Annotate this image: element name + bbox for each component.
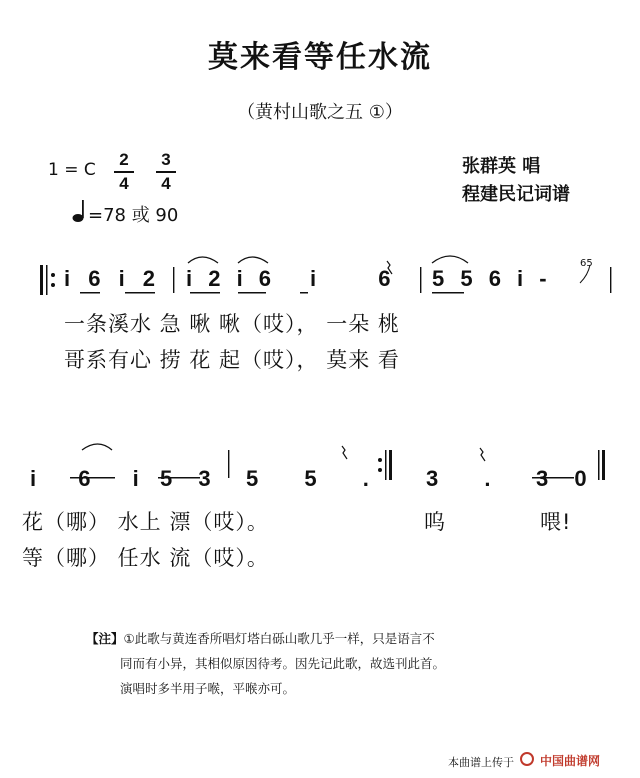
grace-notes: 65 (580, 258, 593, 269)
song-subtitle: （黄村山歌之五 ①） (237, 102, 403, 123)
lyric-verse-1-end: 花（哪） 水上 漂（哎）。 (22, 510, 269, 534)
singer-credit: 张群英 唱 (462, 156, 541, 177)
notes-measure-9: 3 0 (536, 466, 597, 491)
time1-numerator: 2 (119, 150, 129, 169)
time2-line (156, 171, 176, 173)
footer-text: 本曲谱上传于 (448, 756, 514, 769)
footer-brand: 中国曲谱网 (540, 754, 601, 768)
footnote-line-1: ①此歌与黄连香所唱灯塔白砾山歌几乎一样，只是语言不 (123, 631, 435, 646)
footnote-line-2: 同而有小异，其相似原因待考。因先记此歌，故选刊此首。 (120, 656, 446, 671)
lyric-verse-1: 一条溪水 急 啾 啾（哎）， 一朵 桃 (64, 312, 400, 336)
time1-denominator: 4 (119, 174, 129, 193)
time2-numerator: 3 (161, 150, 171, 169)
site-logo-icon (520, 752, 534, 766)
notes-measure-4: 5 5 6 i - (432, 266, 552, 291)
footnote-label: 【注】 (86, 631, 124, 646)
time-signature-2 (156, 150, 176, 194)
time1-line (114, 171, 134, 173)
time2-denominator: 4 (161, 174, 171, 193)
notes-measure-8: 3 . (426, 466, 511, 491)
notes-measure-5: i 6 i (30, 466, 157, 491)
notes-measure-6: 5 3 (160, 466, 221, 491)
lyric-verse-2-end: 等（哪） 任水 流（哎）。 (22, 546, 269, 570)
notes-measure-1: i 6 i 2 (64, 266, 162, 291)
lyric-verse-2: 哥系有心 捞 花 起（哎）， 莫来 看 (64, 348, 400, 372)
recorder-credit: 程建民记词谱 (462, 184, 570, 205)
notes-measure-7: 5 5 . (246, 466, 389, 491)
key-signature: 1 = C (48, 160, 96, 180)
lyric-call-1: 呜 (424, 510, 446, 534)
lyric-call-2: 喂! (540, 510, 572, 534)
footnote (86, 626, 606, 701)
song-title: 莫来看等任水流 (208, 40, 432, 75)
quarter-note-icon (72, 198, 88, 224)
notes-measure-2: i 2 i 6 (186, 266, 277, 291)
footnote-line-3: 演唱时多半用子喉，平喉亦可。 (120, 681, 296, 696)
notes-measure-3: i 6 (310, 266, 419, 291)
tempo-marking: =78 或 90 (88, 205, 179, 226)
time-signature-1 (114, 150, 134, 194)
